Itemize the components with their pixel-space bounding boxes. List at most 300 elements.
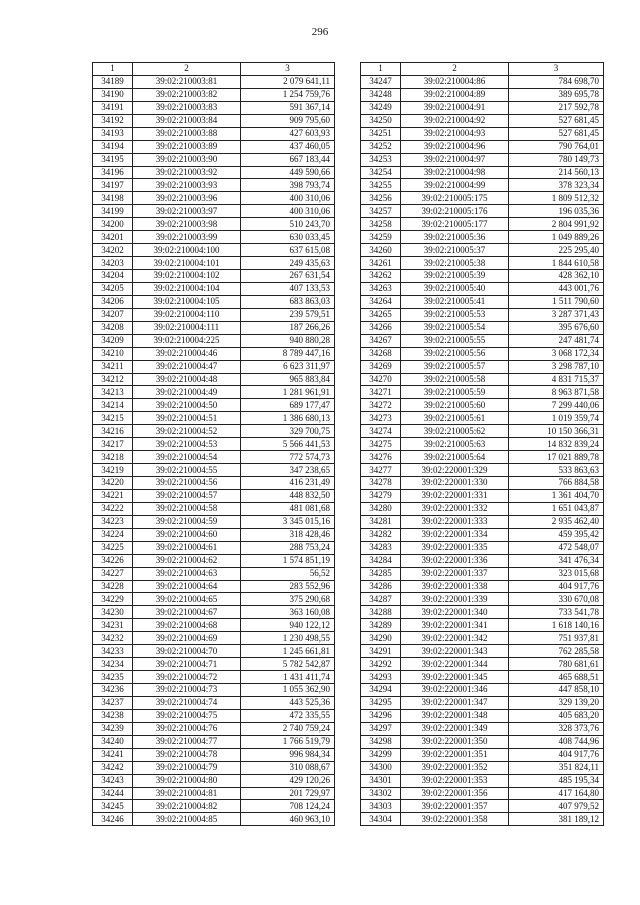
- row-number-cell: 34271: [361, 386, 401, 399]
- row-number-cell: 34254: [361, 166, 401, 179]
- value-cell: 751 937,81: [509, 632, 604, 645]
- row-number-cell: 34213: [93, 386, 133, 399]
- table-row: [361, 541, 604, 554]
- cadastral-number-cell: 39:02:220001:344: [401, 658, 509, 671]
- value-cell: 1 511 790,60: [509, 295, 604, 308]
- cadastral-number-cell: 39:02:210003:92: [133, 166, 241, 179]
- value-cell: 465 688,51: [509, 671, 604, 684]
- right-table-body: [361, 63, 604, 826]
- page-number: 296: [311, 26, 329, 38]
- table-row: [361, 308, 604, 321]
- value-cell: 404 917,76: [509, 748, 604, 761]
- table-row: [361, 334, 604, 347]
- cadastral-number-cell: 39:02:210005:37: [401, 244, 509, 257]
- row-number-cell: 34198: [93, 192, 133, 205]
- row-number-cell: 34267: [361, 334, 401, 347]
- cadastral-number-cell: 39:02:210005:177: [401, 218, 509, 231]
- value-cell: 217 592,78: [509, 101, 604, 114]
- table-row: [93, 127, 335, 140]
- table-row: [93, 153, 335, 166]
- value-cell: 472 335,55: [241, 709, 335, 722]
- value-cell: 187 266,26: [241, 321, 335, 334]
- row-number-cell: 34249: [361, 101, 401, 114]
- value-cell: 318 428,46: [241, 528, 335, 541]
- cadastral-number-cell: 39:02:210004:105: [133, 295, 241, 308]
- table-row: [93, 735, 335, 748]
- value-cell: 351 824,11: [509, 761, 604, 774]
- row-number-cell: 34293: [361, 671, 401, 684]
- row-number-cell: 34298: [361, 735, 401, 748]
- row-number-cell: 34286: [361, 580, 401, 593]
- cadastral-number-cell: 39:02:220001:340: [401, 606, 509, 619]
- row-number-cell: 34261: [361, 257, 401, 270]
- value-cell: 909 795,60: [241, 114, 335, 127]
- table-row: [93, 709, 335, 722]
- value-cell: 330 670,08: [509, 593, 604, 606]
- cadastral-number-cell: 39:02:210004:85: [133, 813, 241, 826]
- value-cell: 1 844 610,58: [509, 257, 604, 270]
- cadastral-number-cell: 39:02:220001:330: [401, 477, 509, 490]
- value-cell: 2 079 641,11: [241, 75, 335, 88]
- cadastral-number-cell: 39:02:220001:329: [401, 464, 509, 477]
- cadastral-number-cell: 39:02:210005:38: [401, 257, 509, 270]
- table-row: [93, 192, 335, 205]
- row-number-cell: 34210: [93, 347, 133, 360]
- table-row: [361, 774, 604, 787]
- row-number-cell: 34274: [361, 425, 401, 438]
- table-row: [361, 140, 604, 153]
- table-row: [361, 438, 604, 451]
- table-row: [93, 761, 335, 774]
- table-row: [361, 606, 604, 619]
- table-row: [361, 114, 604, 127]
- cadastral-number-cell: 39:02:210003:90: [133, 153, 241, 166]
- row-number-cell: 34191: [93, 101, 133, 114]
- value-cell: 1 049 889,26: [509, 231, 604, 244]
- value-cell: 1 651 043,87: [509, 502, 604, 515]
- row-number-cell: 34238: [93, 709, 133, 722]
- table-row: [361, 684, 604, 697]
- value-cell: 708 124,24: [241, 800, 335, 813]
- value-cell: 1 618 140,16: [509, 619, 604, 632]
- value-cell: 1 245 661,81: [241, 645, 335, 658]
- value-cell: 5 566 441,53: [241, 438, 335, 451]
- table-row: [361, 270, 604, 283]
- row-number-cell: 34228: [93, 580, 133, 593]
- table-row: [361, 244, 604, 257]
- value-cell: 510 243,70: [241, 218, 335, 231]
- value-cell: 347 238,65: [241, 464, 335, 477]
- row-number-cell: 34300: [361, 761, 401, 774]
- row-number-cell: 34282: [361, 528, 401, 541]
- table-row: [361, 282, 604, 295]
- value-cell: 443 525,36: [241, 696, 335, 709]
- row-number-cell: 34273: [361, 412, 401, 425]
- table-row: [93, 412, 335, 425]
- value-cell: 683 863,03: [241, 295, 335, 308]
- column-header: 2: [133, 63, 241, 76]
- row-number-cell: 34235: [93, 671, 133, 684]
- value-cell: 405 683,20: [509, 709, 604, 722]
- table-row: [361, 295, 604, 308]
- table-row: [93, 722, 335, 735]
- table-row: [93, 787, 335, 800]
- cadastral-number-cell: 39:02:210004:59: [133, 515, 241, 528]
- cadastral-number-cell: 39:02:220001:348: [401, 709, 509, 722]
- row-number-cell: 34246: [93, 813, 133, 826]
- cadastral-number-cell: 39:02:210004:93: [401, 127, 509, 140]
- table-row: [361, 166, 604, 179]
- value-cell: 996 984,34: [241, 748, 335, 761]
- row-number-cell: 34284: [361, 554, 401, 567]
- row-number-cell: 34301: [361, 774, 401, 787]
- row-number-cell: 34231: [93, 619, 133, 632]
- value-cell: 940 122,12: [241, 619, 335, 632]
- table-row: [93, 295, 335, 308]
- value-cell: 689 177,47: [241, 399, 335, 412]
- table-row: [361, 748, 604, 761]
- cadastral-number-cell: 39:02:210004:63: [133, 567, 241, 580]
- row-number-cell: 34225: [93, 541, 133, 554]
- value-cell: 2 740 759,24: [241, 722, 335, 735]
- row-number-cell: 34196: [93, 166, 133, 179]
- table-row: [93, 257, 335, 270]
- table-row: [93, 399, 335, 412]
- cadastral-number-cell: 39:02:210004:98: [401, 166, 509, 179]
- value-cell: 428 362,10: [509, 270, 604, 283]
- value-cell: 3 345 015,16: [241, 515, 335, 528]
- table-row: [361, 218, 604, 231]
- cadastral-number-cell: 39:02:210005:63: [401, 438, 509, 451]
- value-cell: 437 460,05: [241, 140, 335, 153]
- row-number-cell: 34189: [93, 75, 133, 88]
- row-number-cell: 34224: [93, 528, 133, 541]
- row-number-cell: 34260: [361, 244, 401, 257]
- cadastral-number-cell: 39:02:210004:54: [133, 451, 241, 464]
- value-cell: 460 963,10: [241, 813, 335, 826]
- table-row: [361, 399, 604, 412]
- cadastral-number-cell: 39:02:210004:57: [133, 489, 241, 502]
- row-number-cell: 34204: [93, 270, 133, 283]
- value-cell: 14 832 839,24: [509, 438, 604, 451]
- cadastral-number-cell: 39:02:210005:64: [401, 451, 509, 464]
- cadastral-number-cell: 39:02:210005:61: [401, 412, 509, 425]
- row-number-cell: 34287: [361, 593, 401, 606]
- cadastral-number-cell: 39:02:210004:97: [401, 153, 509, 166]
- table-row: [93, 696, 335, 709]
- row-number-cell: 34244: [93, 787, 133, 800]
- row-number-cell: 34295: [361, 696, 401, 709]
- value-cell: 1 019 359,74: [509, 412, 604, 425]
- table-row: [361, 813, 604, 826]
- value-cell: 407 133,53: [241, 282, 335, 295]
- cadastral-number-cell: 39:02:210003:82: [133, 88, 241, 101]
- row-number-cell: 34208: [93, 321, 133, 334]
- table-row: [93, 477, 335, 490]
- value-cell: 780 681,61: [509, 658, 604, 671]
- value-cell: 247 481,74: [509, 334, 604, 347]
- row-number-cell: 34290: [361, 632, 401, 645]
- value-cell: 283 552,96: [241, 580, 335, 593]
- value-cell: 400 310,06: [241, 205, 335, 218]
- row-number-cell: 34214: [93, 399, 133, 412]
- value-cell: 329 139,20: [509, 696, 604, 709]
- cadastral-number-cell: 39:02:210003:83: [133, 101, 241, 114]
- table-row: [93, 606, 335, 619]
- row-number-cell: 34216: [93, 425, 133, 438]
- cadastral-number-cell: 39:02:210004:79: [133, 761, 241, 774]
- table-row: [93, 101, 335, 114]
- cadastral-number-cell: 39:02:210004:58: [133, 502, 241, 515]
- value-cell: 10 150 366,31: [509, 425, 604, 438]
- row-number-cell: 34219: [93, 464, 133, 477]
- table-row: [93, 645, 335, 658]
- cadastral-number-cell: 39:02:220001:338: [401, 580, 509, 593]
- table-row: [93, 231, 335, 244]
- row-number-cell: 34206: [93, 295, 133, 308]
- value-cell: 201 729,97: [241, 787, 335, 800]
- table-row: [361, 360, 604, 373]
- value-cell: 404 917,76: [509, 580, 604, 593]
- row-number-cell: 34230: [93, 606, 133, 619]
- row-number-cell: 34202: [93, 244, 133, 257]
- row-number-cell: 34259: [361, 231, 401, 244]
- value-cell: 459 395,42: [509, 528, 604, 541]
- value-cell: 214 560,13: [509, 166, 604, 179]
- value-cell: 5 782 542,87: [241, 658, 335, 671]
- row-number-cell: 34264: [361, 295, 401, 308]
- row-number-cell: 34209: [93, 334, 133, 347]
- cadastral-number-cell: 39:02:210004:64: [133, 580, 241, 593]
- cadastral-number-cell: 39:02:220001:349: [401, 722, 509, 735]
- table-row: [93, 502, 335, 515]
- table-row: [361, 619, 604, 632]
- cadastral-number-cell: 39:02:210005:41: [401, 295, 509, 308]
- table-row: [361, 101, 604, 114]
- table-row: [361, 347, 604, 360]
- table-row: [93, 360, 335, 373]
- row-number-cell: 34277: [361, 464, 401, 477]
- cadastral-number-cell: 39:02:220001:351: [401, 748, 509, 761]
- row-number-cell: 34221: [93, 489, 133, 502]
- cadastral-number-cell: 39:02:210003:81: [133, 75, 241, 88]
- row-number-cell: 34257: [361, 205, 401, 218]
- cadastral-number-cell: 39:02:210004:61: [133, 541, 241, 554]
- row-number-cell: 34190: [93, 88, 133, 101]
- value-cell: 416 231,49: [241, 477, 335, 490]
- value-cell: 1 431 411,74: [241, 671, 335, 684]
- value-cell: 472 548,07: [509, 541, 604, 554]
- row-number-cell: 34258: [361, 218, 401, 231]
- row-number-cell: 34237: [93, 696, 133, 709]
- value-cell: 363 160,08: [241, 606, 335, 619]
- column-header: 3: [241, 63, 335, 76]
- row-number-cell: 34292: [361, 658, 401, 671]
- row-number-cell: 34233: [93, 645, 133, 658]
- value-cell: 3 068 172,34: [509, 347, 604, 360]
- value-cell: 389 695,78: [509, 88, 604, 101]
- value-cell: 790 764,01: [509, 140, 604, 153]
- cadastral-number-cell: 39:02:210004:68: [133, 619, 241, 632]
- value-cell: 8 789 447,16: [241, 347, 335, 360]
- cadastral-number-cell: 39:02:210004:110: [133, 308, 241, 321]
- value-cell: 329 700,75: [241, 425, 335, 438]
- cadastral-number-cell: 39:02:210004:47: [133, 360, 241, 373]
- cadastral-number-cell: 39:02:210005:36: [401, 231, 509, 244]
- value-cell: 1 254 759,76: [241, 88, 335, 101]
- value-cell: 1 361 404,70: [509, 489, 604, 502]
- table-row: [361, 735, 604, 748]
- cadastral-number-cell: 39:02:220001:357: [401, 800, 509, 813]
- cadastral-number-cell: 39:02:210003:93: [133, 179, 241, 192]
- table-row: [361, 696, 604, 709]
- cadastral-number-cell: 39:02:210004:78: [133, 748, 241, 761]
- cadastral-number-cell: 39:02:220001:350: [401, 735, 509, 748]
- cadastral-number-cell: 39:02:210004:65: [133, 593, 241, 606]
- value-cell: 328 373,76: [509, 722, 604, 735]
- row-number-cell: 34236: [93, 684, 133, 697]
- table-row: [93, 464, 335, 477]
- header-row: [361, 63, 604, 76]
- table-row: [93, 347, 335, 360]
- cadastral-number-cell: 39:02:210004:81: [133, 787, 241, 800]
- row-number-cell: 34294: [361, 684, 401, 697]
- table-row: [361, 554, 604, 567]
- row-number-cell: 34229: [93, 593, 133, 606]
- cadastral-number-cell: 39:02:210005:56: [401, 347, 509, 360]
- table-row: [93, 489, 335, 502]
- table-row: [93, 580, 335, 593]
- value-cell: 8 963 871,58: [509, 386, 604, 399]
- table-row: [93, 282, 335, 295]
- table-row: [93, 88, 335, 101]
- value-cell: 1 281 961,91: [241, 386, 335, 399]
- table-row: [93, 140, 335, 153]
- value-cell: 378 323,34: [509, 179, 604, 192]
- table-row: [361, 127, 604, 140]
- cadastral-number-cell: 39:02:210005:175: [401, 192, 509, 205]
- value-cell: 637 615,08: [241, 244, 335, 257]
- row-number-cell: 34285: [361, 567, 401, 580]
- table-row: [361, 451, 604, 464]
- row-number-cell: 34270: [361, 373, 401, 386]
- column-header: 2: [401, 63, 509, 76]
- row-number-cell: 34253: [361, 153, 401, 166]
- value-cell: 400 310,06: [241, 192, 335, 205]
- table-row: [93, 166, 335, 179]
- value-cell: 762 285,58: [509, 645, 604, 658]
- cadastral-number-cell: 39:02:210004:111: [133, 321, 241, 334]
- column-header: 1: [361, 63, 401, 76]
- row-number-cell: 34200: [93, 218, 133, 231]
- row-number-cell: 34234: [93, 658, 133, 671]
- table-row: [361, 477, 604, 490]
- cadastral-number-cell: 39:02:210004:75: [133, 709, 241, 722]
- row-number-cell: 34251: [361, 127, 401, 140]
- cadastral-number-cell: 39:02:210004:69: [133, 632, 241, 645]
- table-row: [361, 528, 604, 541]
- value-cell: 427 603,93: [241, 127, 335, 140]
- row-number-cell: 34263: [361, 282, 401, 295]
- table-row: [93, 218, 335, 231]
- table-row: [93, 515, 335, 528]
- row-number-cell: 34266: [361, 321, 401, 334]
- row-number-cell: 34276: [361, 451, 401, 464]
- value-cell: 381 189,12: [509, 813, 604, 826]
- value-cell: 1 230 498,55: [241, 632, 335, 645]
- value-cell: 527 681,45: [509, 114, 604, 127]
- cadastral-number-cell: 39:02:210004:48: [133, 373, 241, 386]
- cadastral-number-cell: 39:02:220001:331: [401, 489, 509, 502]
- table-row: [361, 800, 604, 813]
- cadastral-number-cell: 39:02:210005:60: [401, 399, 509, 412]
- value-cell: 766 884,58: [509, 477, 604, 490]
- cadastral-number-cell: 39:02:210004:86: [401, 75, 509, 88]
- row-number-cell: 34207: [93, 308, 133, 321]
- value-cell: 6 623 311,97: [241, 360, 335, 373]
- value-cell: 1 766 519,79: [241, 735, 335, 748]
- left-table-body: [93, 63, 335, 826]
- table-row: [93, 748, 335, 761]
- cadastral-number-cell: 39:02:210004:52: [133, 425, 241, 438]
- value-cell: 408 744,96: [509, 735, 604, 748]
- cadastral-number-cell: 39:02:210004:104: [133, 282, 241, 295]
- value-cell: 407 979,52: [509, 800, 604, 813]
- row-number-cell: 34242: [93, 761, 133, 774]
- row-number-cell: 34201: [93, 231, 133, 244]
- table-row: [93, 800, 335, 813]
- row-number-cell: 34262: [361, 270, 401, 283]
- row-number-cell: 34299: [361, 748, 401, 761]
- value-cell: 1 809 512,32: [509, 192, 604, 205]
- value-cell: 375 290,68: [241, 593, 335, 606]
- header-row: [93, 63, 335, 76]
- cadastral-number-cell: 39:02:210004:71: [133, 658, 241, 671]
- table-row: [93, 658, 335, 671]
- cadastral-number-cell: 39:02:210004:49: [133, 386, 241, 399]
- cadastral-number-cell: 39:02:220001:337: [401, 567, 509, 580]
- row-number-cell: 34243: [93, 774, 133, 787]
- table-row: [361, 515, 604, 528]
- value-cell: 4 831 715,37: [509, 373, 604, 386]
- row-number-cell: 34232: [93, 632, 133, 645]
- cadastral-number-cell: 39:02:220001:352: [401, 761, 509, 774]
- row-number-cell: 34255: [361, 179, 401, 192]
- row-number-cell: 34304: [361, 813, 401, 826]
- cadastral-number-cell: 39:02:210004:51: [133, 412, 241, 425]
- cadastral-number-cell: 39:02:210004:100: [133, 244, 241, 257]
- value-cell: 395 676,60: [509, 321, 604, 334]
- table-row: [361, 580, 604, 593]
- cadastral-number-cell: 39:02:210005:58: [401, 373, 509, 386]
- cadastral-number-cell: 39:02:210005:54: [401, 321, 509, 334]
- table-row: [361, 321, 604, 334]
- value-cell: 1 386 680,13: [241, 412, 335, 425]
- table-row: [93, 179, 335, 192]
- value-cell: 7 299 440,06: [509, 399, 604, 412]
- cadastral-number-cell: 39:02:210003:89: [133, 140, 241, 153]
- table-row: [361, 787, 604, 800]
- table-row: [361, 645, 604, 658]
- cadastral-number-cell: 39:02:210004:76: [133, 722, 241, 735]
- value-cell: 239 579,51: [241, 308, 335, 321]
- cadastral-number-cell: 39:02:210004:225: [133, 334, 241, 347]
- table-row: [361, 502, 604, 515]
- table-row: [93, 425, 335, 438]
- row-number-cell: 34215: [93, 412, 133, 425]
- table-row: [361, 386, 604, 399]
- row-number-cell: 34241: [93, 748, 133, 761]
